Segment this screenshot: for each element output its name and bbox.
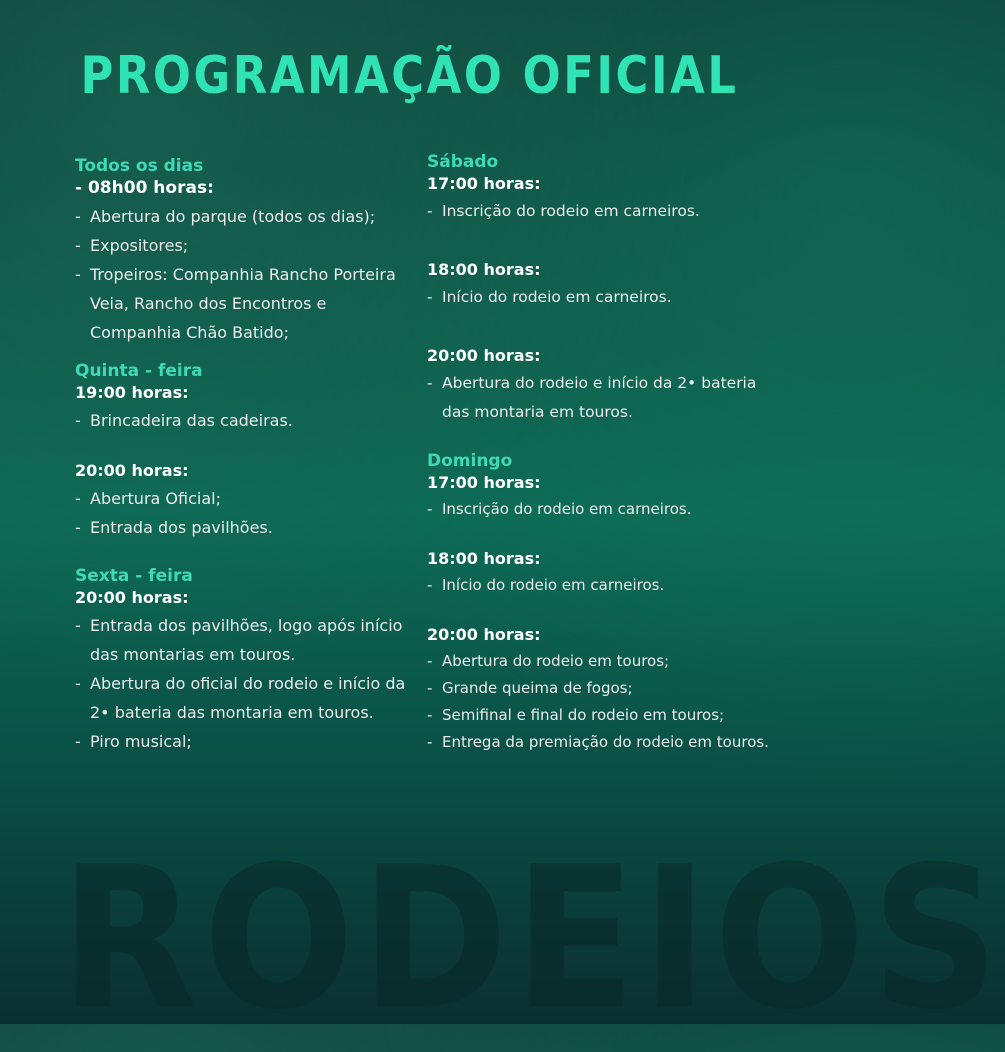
item-list bbox=[427, 369, 787, 427]
rodeios-watermark: RODEIOS bbox=[60, 824, 1005, 1052]
day-heading: Todos os dias bbox=[75, 156, 204, 176]
list-item: - Início do rodeio em carneiros. bbox=[427, 283, 787, 312]
item-list bbox=[427, 496, 787, 523]
section-todos-os-dias bbox=[75, 156, 415, 347]
list-item: - Expositores; bbox=[75, 231, 415, 260]
hour-label: 17:00 horas: bbox=[427, 174, 541, 193]
item-list bbox=[75, 406, 415, 435]
list-item: - Semifinal e final do rodeio em touros; bbox=[427, 702, 787, 729]
section-sabado bbox=[427, 152, 787, 427]
list-item: - Piro musical; bbox=[75, 727, 415, 756]
section-quinta bbox=[75, 361, 415, 542]
item-list bbox=[427, 197, 787, 226]
day-heading: Sábado bbox=[427, 152, 499, 172]
left-column bbox=[75, 156, 415, 756]
list-item: - Entrega da premiação do rodeio em touros. bbox=[427, 729, 787, 756]
list-item: - Abertura do oficial do rodeio e início da 2• bateria das montaria em touros. bbox=[75, 669, 415, 727]
list-item: - Inscrição do rodeio em carneiros. bbox=[427, 496, 787, 523]
day-heading: Sexta - feira bbox=[75, 566, 193, 586]
hour-label: 18:00 horas: bbox=[427, 549, 541, 568]
hour-label: 20:00 horas: bbox=[75, 461, 189, 480]
item-list bbox=[75, 202, 415, 347]
hour-label: 17:00 horas: bbox=[427, 473, 541, 492]
item-list bbox=[427, 648, 787, 756]
item-list bbox=[75, 611, 415, 756]
hour-label: 20:00 horas: bbox=[427, 625, 541, 644]
page-title: PROGRAMAÇÃO OFICIAL bbox=[80, 46, 739, 106]
hour-label: 20:00 horas: bbox=[427, 346, 541, 365]
day-heading: Domingo bbox=[427, 451, 513, 471]
list-item: - Abertura do rodeio em touros; bbox=[427, 648, 787, 675]
list-item: - Entrada dos pavilhões. bbox=[75, 513, 415, 542]
list-item: - Grande queima de fogos; bbox=[427, 675, 787, 702]
item-list bbox=[427, 572, 787, 599]
list-item: - Abertura Oficial; bbox=[75, 484, 415, 513]
right-column bbox=[427, 152, 787, 756]
hour-label: 19:00 horas: bbox=[75, 383, 189, 402]
list-item: - Inscrição do rodeio em carneiros. bbox=[427, 197, 787, 226]
hour-label: - 08h00 horas: bbox=[75, 178, 214, 198]
list-item: - Brincadeira das cadeiras. bbox=[75, 406, 415, 435]
list-item: - Abertura do rodeio e início da 2• bateria das montaria em touros. bbox=[427, 369, 787, 427]
list-item: - Entrada dos pavilhões, logo após início das montarias em touros. bbox=[75, 611, 415, 669]
section-sexta bbox=[75, 566, 415, 756]
list-item: - Tropeiros: Companhia Rancho Porteira Veia, Rancho dos Encontros e Companhia Chão Batido; bbox=[75, 260, 415, 347]
item-list bbox=[427, 283, 787, 312]
hour-label: 18:00 horas: bbox=[427, 260, 541, 279]
day-heading: Quinta - feira bbox=[75, 361, 203, 381]
list-item: - Abertura do parque (todos os dias); bbox=[75, 202, 415, 231]
item-list bbox=[75, 484, 415, 542]
section-domingo bbox=[427, 451, 787, 756]
hour-label: 20:00 horas: bbox=[75, 588, 189, 607]
list-item: - Início do rodeio em carneiros. bbox=[427, 572, 787, 599]
